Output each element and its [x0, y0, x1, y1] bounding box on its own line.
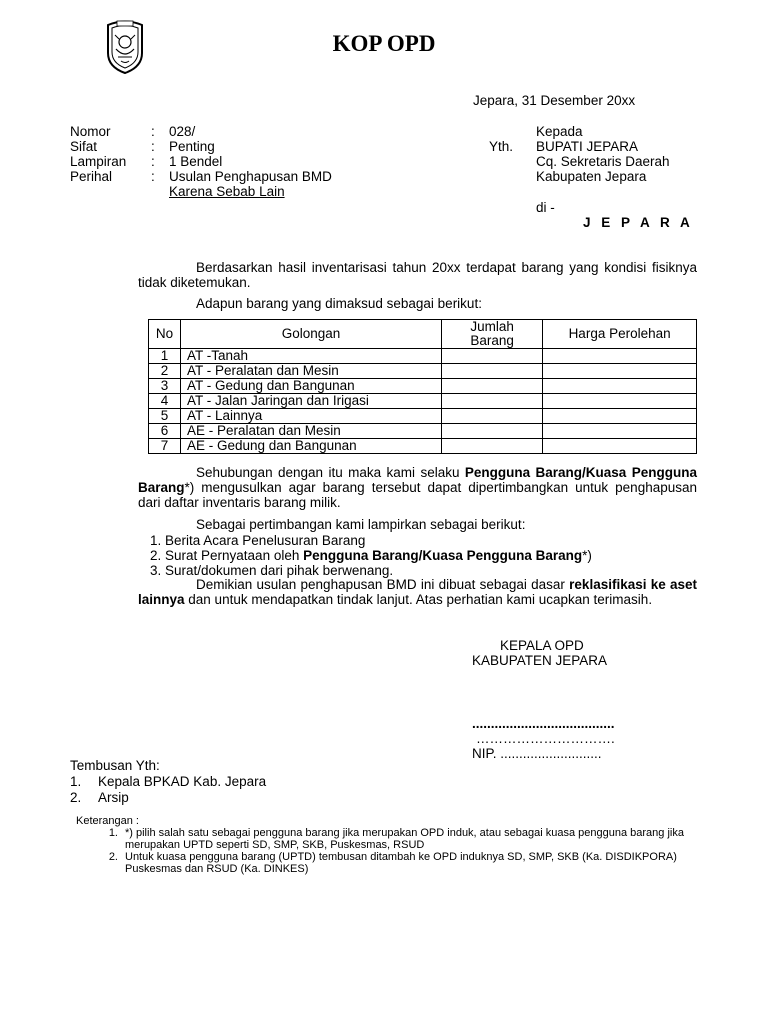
- signature-name-placeholder: ...................................... …………………………. NIP. ...........................: [472, 716, 615, 761]
- meta-sep: :: [151, 169, 155, 184]
- meta-key: Lampiran: [70, 154, 127, 169]
- letter-date: Jepara, 31 Desember 20xx: [473, 93, 636, 108]
- tembusan-title: Tembusan Yth:: [70, 758, 160, 773]
- meta-value: Penting: [169, 139, 215, 154]
- body-paragraph-5: Demikian usulan penghapusan BMD ini dibuat sebagai dasar reklasifikasi ke aset lainnya dan untuk mendapatkan tindak lanjut. Atas perhatian kami ucapkan terimasih.: [138, 577, 697, 607]
- meta-row-lampiran: [70, 154, 332, 169]
- list-item: 1. Kepala BPKAD Kab. Jepara: [70, 774, 267, 789]
- meta-row-perihal: [70, 169, 332, 184]
- recipient-block: [536, 124, 670, 184]
- recipient-yth: Yth.: [489, 139, 514, 154]
- table-row: 1 AT -Tanah: [149, 349, 697, 364]
- notes-title: Keterangan :: [76, 815, 139, 827]
- list-item: 3. Surat/dokumen dari pihak berwenang.: [150, 563, 394, 578]
- letterhead-title: KOP OPD: [332, 31, 436, 56]
- body-paragraph-2: Adapun barang yang dimaksud sebagai berikut:: [196, 296, 482, 311]
- recipient-city: J E P A R A: [583, 215, 694, 230]
- bold-reklasifikasi: reklasifikasi ke aset lainnya: [138, 577, 697, 607]
- table-header-golongan: Golongan: [180, 320, 441, 349]
- meta-key: Nomor: [70, 124, 111, 139]
- table-row: 7 AE - Gedung dan Bangunan: [149, 439, 697, 454]
- table-header-row: [149, 320, 697, 349]
- table-row: 2 AT - Peralatan dan Mesin: [149, 364, 697, 379]
- table-header-harga: Harga Perolehan: [543, 320, 697, 349]
- meta-value: 028/: [169, 124, 196, 139]
- notes-block: [76, 815, 716, 875]
- recipient-line2: Cq. Sekretaris Daerah: [536, 154, 670, 169]
- list-item: 2. Untuk kuasa pengguna barang (UPTD) tembusan ditambah ke OPD induknya SD, SMP, SKB (Ka. DISDIKPORA) Puskesmas dan RSUD (Ka. DINKES): [108, 851, 677, 875]
- signature-title: KEPALA OPD: [500, 638, 584, 653]
- bold-pengguna-barang: Pengguna Barang/Kuasa Pengguna Barang: [138, 465, 697, 495]
- table-row: 6 AE - Peralatan dan Mesin: [149, 424, 697, 439]
- recipient-kepada: Kepada: [536, 124, 583, 139]
- meta-perihal-continuation: Karena Sebab Lain: [169, 184, 285, 199]
- meta-value: 1 Bendel: [169, 154, 223, 169]
- table-header-jumlah: Jumlah Barang: [442, 320, 543, 349]
- recipient-di: di -: [536, 200, 555, 215]
- meta-sep: :: [151, 139, 155, 154]
- recipient-line3: Kabupaten Jepara: [536, 169, 647, 184]
- meta-row-nomor: [70, 124, 332, 139]
- letter-meta: [70, 124, 332, 199]
- list-item: 2. Surat Pernyataan oleh Pengguna Barang/Kuasa Pengguna Barang*): [150, 548, 592, 563]
- meta-sep: :: [151, 124, 155, 139]
- body-paragraph-3: Sehubungan dengan itu maka kami selaku Pengguna Barang/Kuasa Pengguna Barang*) mengusulkan agar barang tersebut dapat dipertimbangkan untuk penghapusan dari daftar inventaris barang milik.: [138, 465, 697, 510]
- meta-key: Sifat: [70, 139, 98, 154]
- attachment-list: [150, 533, 592, 578]
- list-item: 2. Arsip: [70, 790, 129, 805]
- table-header-no: No: [149, 320, 181, 349]
- tembusan-block: [70, 758, 266, 805]
- signature-nip: NIP. ...........................: [472, 746, 602, 761]
- meta-sep: :: [151, 154, 155, 169]
- body-paragraph-1: Berdasarkan hasil inventarisasi tahun 20xx terdapat barang yang kondisi fisiknya tidak diketemukan.: [138, 260, 697, 290]
- meta-row-sifat: [70, 139, 332, 154]
- list-item: 1. *) pilih salah satu sebagai pengguna barang jika merupakan OPD induk, atau sebagai kuasa pengguna barang jika merupakan UPTD seperti SD, SMP, SKB, Puskesmas, RSUD: [108, 827, 684, 851]
- meta-key: Perihal: [70, 169, 113, 184]
- list-item: 1. Berita Acara Penelusuran Barang: [150, 533, 366, 548]
- table-row: 4 AT - Jalan Jaringan dan Irigasi: [149, 394, 697, 409]
- recipient-line1: BUPATI JEPARA: [536, 139, 639, 154]
- signature-org: KABUPATEN JEPARA: [472, 653, 608, 668]
- signature-block: [472, 638, 607, 668]
- items-table: [148, 319, 697, 454]
- meta-value: Usulan Penghapusan BMD: [169, 169, 332, 184]
- body-paragraph-4: Sebagai pertimbangan kami lampirkan sebagai berikut:: [196, 517, 526, 532]
- table-row: 3 AT - Gedung dan Bangunan: [149, 379, 697, 394]
- table-row: 5 AT - Lainnya: [149, 409, 697, 424]
